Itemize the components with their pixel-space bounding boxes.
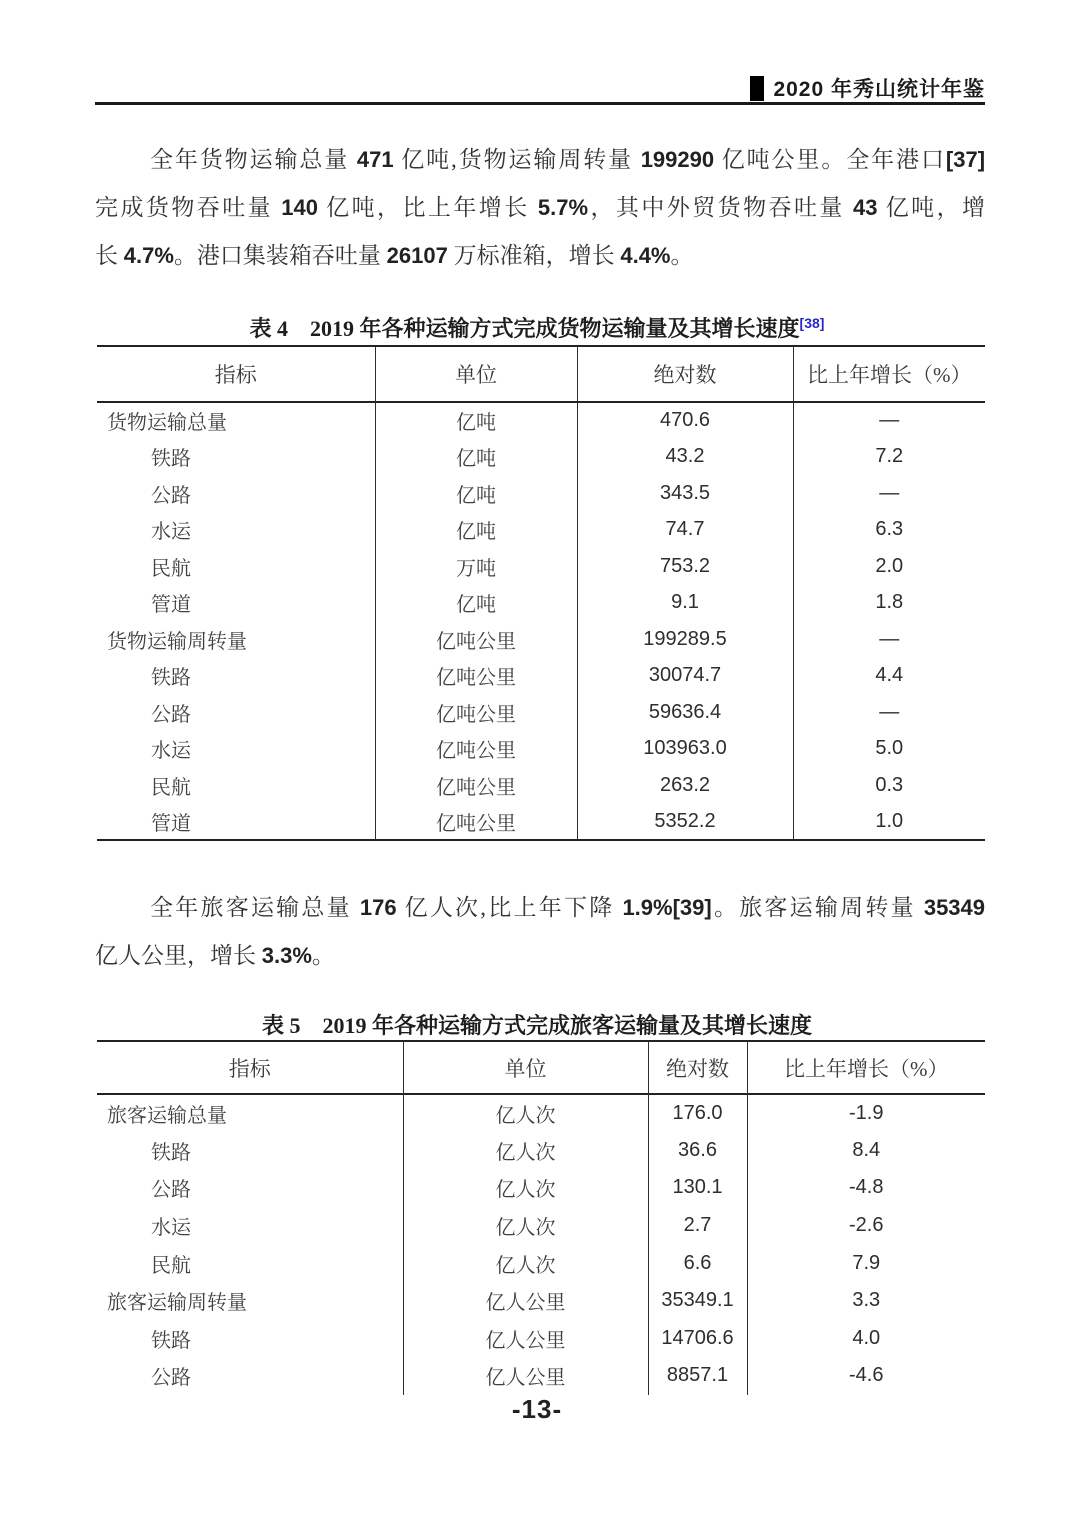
- indicator-cell: 公路: [97, 1169, 403, 1207]
- statistic-value: 3.3%: [261, 943, 312, 968]
- value-cell: 6.6: [648, 1244, 747, 1282]
- statistic-value: 35349: [923, 895, 986, 920]
- table-row: [97, 1357, 985, 1395]
- indicator-cell: 公路: [97, 475, 375, 512]
- value-cell: 130.1: [648, 1169, 747, 1207]
- unit-cell: 亿吨公里: [375, 694, 577, 731]
- value-cell: 103963.0: [577, 731, 793, 768]
- table-row: [97, 1244, 985, 1282]
- column-header: 指标: [97, 1041, 403, 1094]
- unit-cell: 亿人公里: [403, 1320, 648, 1358]
- header-block-marker-icon: [750, 76, 764, 101]
- indicator-cell: 水运: [97, 731, 375, 768]
- footnote-ref-38: [38]: [799, 315, 825, 331]
- statistic-value: 1.9%[39]: [622, 895, 712, 920]
- indicator-cell: 铁路: [97, 658, 375, 695]
- text-segment: 亿人公里，增长: [95, 943, 262, 968]
- paragraph-line: [95, 136, 985, 184]
- text-segment: 长: [95, 243, 124, 268]
- value-cell: 199289.5: [577, 621, 793, 658]
- table-row: [97, 585, 985, 622]
- unit-cell: 亿吨: [375, 585, 577, 622]
- statistic-value: 176: [359, 895, 397, 920]
- table-row: [97, 402, 985, 439]
- value-cell: 8857.1: [648, 1357, 747, 1395]
- growth-cell: 5.0: [875, 737, 904, 760]
- indicator-cell: 铁路: [97, 1320, 403, 1358]
- unit-cell: 亿吨: [375, 439, 577, 476]
- table-row: [97, 1320, 985, 1358]
- table-row: [97, 1207, 985, 1245]
- unit-cell: 亿吨公里: [375, 804, 577, 841]
- value-cell: 35349.1: [648, 1282, 747, 1320]
- column-header: 比上年增长（%）: [747, 1041, 985, 1094]
- paragraph-line: [95, 184, 985, 232]
- table-row: [97, 694, 985, 731]
- indicator-cell: 货物运输周转量: [97, 621, 375, 658]
- value-cell: 74.7: [577, 512, 793, 549]
- passenger-table: [97, 1040, 985, 1395]
- indicator-cell: 管道: [97, 585, 375, 622]
- growth-cell: —: [879, 481, 900, 504]
- unit-cell: 亿吨: [375, 475, 577, 512]
- table-row: [97, 1282, 985, 1320]
- growth-cell: -4.8: [849, 1176, 884, 1199]
- text-segment: 全年货物运输总量: [150, 147, 357, 172]
- indicator-cell: 水运: [97, 1207, 403, 1245]
- table-row: [97, 731, 985, 768]
- value-cell: 343.5: [577, 475, 793, 512]
- growth-cell: 1.0: [875, 809, 904, 832]
- column-header: 绝对数: [577, 346, 793, 402]
- indicator-cell: 民航: [97, 1244, 403, 1282]
- passenger-table-title: [0, 1009, 1074, 1040]
- table-row: [97, 548, 985, 585]
- paragraph-line: [95, 232, 985, 280]
- table-row: [97, 621, 985, 658]
- text-segment: 。旅客运输周转量: [711, 895, 924, 920]
- statistic-value: 43: [853, 195, 878, 220]
- paragraph-freight: [95, 136, 985, 280]
- unit-cell: 亿吨公里: [375, 658, 577, 695]
- statistic-value: 5.7%: [537, 195, 589, 220]
- unit-cell: 亿人次: [403, 1207, 648, 1245]
- freight-table-title: [0, 312, 1074, 343]
- table-row: [97, 1132, 985, 1170]
- table-row: [97, 1169, 985, 1207]
- unit-cell: 亿吨: [375, 512, 577, 549]
- text-segment: 亿吨，增: [877, 195, 986, 220]
- growth-cell: 8.4: [852, 1138, 881, 1161]
- growth-cell: 4.0: [852, 1326, 881, 1349]
- text-segment: 万标准箱，增长: [447, 243, 621, 268]
- freight-table: [97, 345, 985, 841]
- paragraph-line: [95, 932, 985, 980]
- value-cell: 470.6: [577, 402, 793, 439]
- growth-cell: 3.3: [852, 1289, 881, 1312]
- unit-cell: 亿人公里: [403, 1357, 648, 1395]
- yearbook-title: 2020 年秀山统计年鉴: [773, 78, 985, 101]
- unit-cell: 亿人公里: [403, 1282, 648, 1320]
- text-segment: 亿吨公里。全年港口: [714, 147, 946, 172]
- indicator-cell: 铁路: [97, 439, 375, 476]
- indicator-cell: 旅客运输周转量: [97, 1282, 403, 1320]
- column-header: 比上年增长（%）: [793, 346, 985, 402]
- unit-cell: 亿人次: [403, 1244, 648, 1282]
- unit-cell: 亿人次: [403, 1169, 648, 1207]
- indicator-cell: 水运: [97, 512, 375, 549]
- column-header: 单位: [375, 346, 577, 402]
- value-cell: 2.7: [648, 1207, 747, 1245]
- growth-cell: 0.3: [875, 773, 904, 796]
- table-row: [97, 475, 985, 512]
- value-cell: 43.2: [577, 439, 793, 476]
- growth-cell: —: [879, 627, 900, 650]
- indicator-cell: 公路: [97, 1357, 403, 1395]
- passenger-table-title-text: 表 5 2019 年各种运输方式完成旅客运输量及其增长速度: [261, 1013, 812, 1038]
- growth-cell: 4.4: [875, 664, 904, 687]
- text-segment: 全年旅客运输总量: [150, 895, 360, 920]
- text-segment: 。: [311, 943, 335, 968]
- statistic-value: 4.7%: [123, 243, 174, 268]
- statistic-value: 4.4%: [620, 243, 671, 268]
- text-segment: 亿吨，比上年增长: [317, 195, 538, 220]
- column-header: 绝对数: [648, 1041, 747, 1094]
- value-cell: 14706.6: [648, 1320, 747, 1358]
- column-header: 单位: [403, 1041, 648, 1094]
- growth-cell: —: [879, 700, 900, 723]
- growth-cell: -4.6: [849, 1364, 884, 1387]
- growth-cell: 1.8: [875, 591, 904, 614]
- growth-cell: 7.2: [875, 445, 904, 468]
- freight-table-header-row: [97, 346, 985, 402]
- unit-cell: 亿人次: [403, 1094, 648, 1132]
- growth-cell: -2.6: [849, 1214, 884, 1237]
- indicator-cell: 旅客运输总量: [97, 1094, 403, 1132]
- statistic-value: 199290: [640, 147, 715, 172]
- text-segment: 完成货物吞吐量: [95, 195, 282, 220]
- indicator-cell: 铁路: [97, 1132, 403, 1170]
- page-number: -13-: [511, 1394, 563, 1424]
- header-rule: [95, 102, 985, 105]
- statistic-value: 140: [281, 195, 318, 220]
- value-cell: 36.6: [648, 1132, 747, 1170]
- indicator-cell: 管道: [97, 804, 375, 841]
- statistic-value: [37]: [945, 147, 986, 172]
- table-row: [97, 767, 985, 804]
- text-segment: ，其中外贸货物吞吐量: [588, 195, 854, 220]
- passenger-table-header-row: [97, 1041, 985, 1094]
- table-row: [97, 658, 985, 695]
- indicator-cell: 公路: [97, 694, 375, 731]
- text-segment: 。港口集装箱吞吐量: [173, 243, 387, 268]
- text-segment: 。: [670, 243, 694, 268]
- text-segment: 亿人次,比上年下降: [396, 895, 623, 920]
- value-cell: 9.1: [577, 585, 793, 622]
- unit-cell: 万吨: [375, 548, 577, 585]
- table-row: [97, 804, 985, 841]
- growth-cell: —: [879, 409, 900, 432]
- value-cell: 5352.2: [577, 804, 793, 841]
- statistic-value: 26107: [386, 243, 448, 268]
- value-cell: 176.0: [648, 1094, 747, 1132]
- text-segment: 亿吨,货物运输周转量: [393, 147, 641, 172]
- table-row: [97, 439, 985, 476]
- unit-cell: 亿吨公里: [375, 731, 577, 768]
- growth-cell: 6.3: [875, 518, 904, 541]
- indicator-cell: 民航: [97, 548, 375, 585]
- indicator-cell: 民航: [97, 767, 375, 804]
- value-cell: 263.2: [577, 767, 793, 804]
- indicator-cell: 货物运输总量: [97, 402, 375, 439]
- paragraph-passenger: [95, 884, 985, 980]
- growth-cell: -1.9: [849, 1101, 884, 1124]
- value-cell: 59636.4: [577, 694, 793, 731]
- table-row: [97, 512, 985, 549]
- table-row: [97, 1094, 985, 1132]
- statistic-value: 471: [356, 147, 394, 172]
- freight-table-title-text: 表 4 2019 年各种运输方式完成货物运输量及其增长速度: [249, 316, 800, 341]
- value-cell: 30074.7: [577, 658, 793, 695]
- paragraph-line: [95, 884, 985, 932]
- unit-cell: 亿吨公里: [375, 621, 577, 658]
- unit-cell: 亿人次: [403, 1132, 648, 1170]
- growth-cell: 7.9: [852, 1251, 881, 1274]
- growth-cell: 2.0: [875, 554, 904, 577]
- column-header: 指标: [97, 346, 375, 402]
- unit-cell: 亿吨: [375, 402, 577, 439]
- page-header: [95, 73, 985, 103]
- unit-cell: 亿吨公里: [375, 767, 577, 804]
- value-cell: 753.2: [577, 548, 793, 585]
